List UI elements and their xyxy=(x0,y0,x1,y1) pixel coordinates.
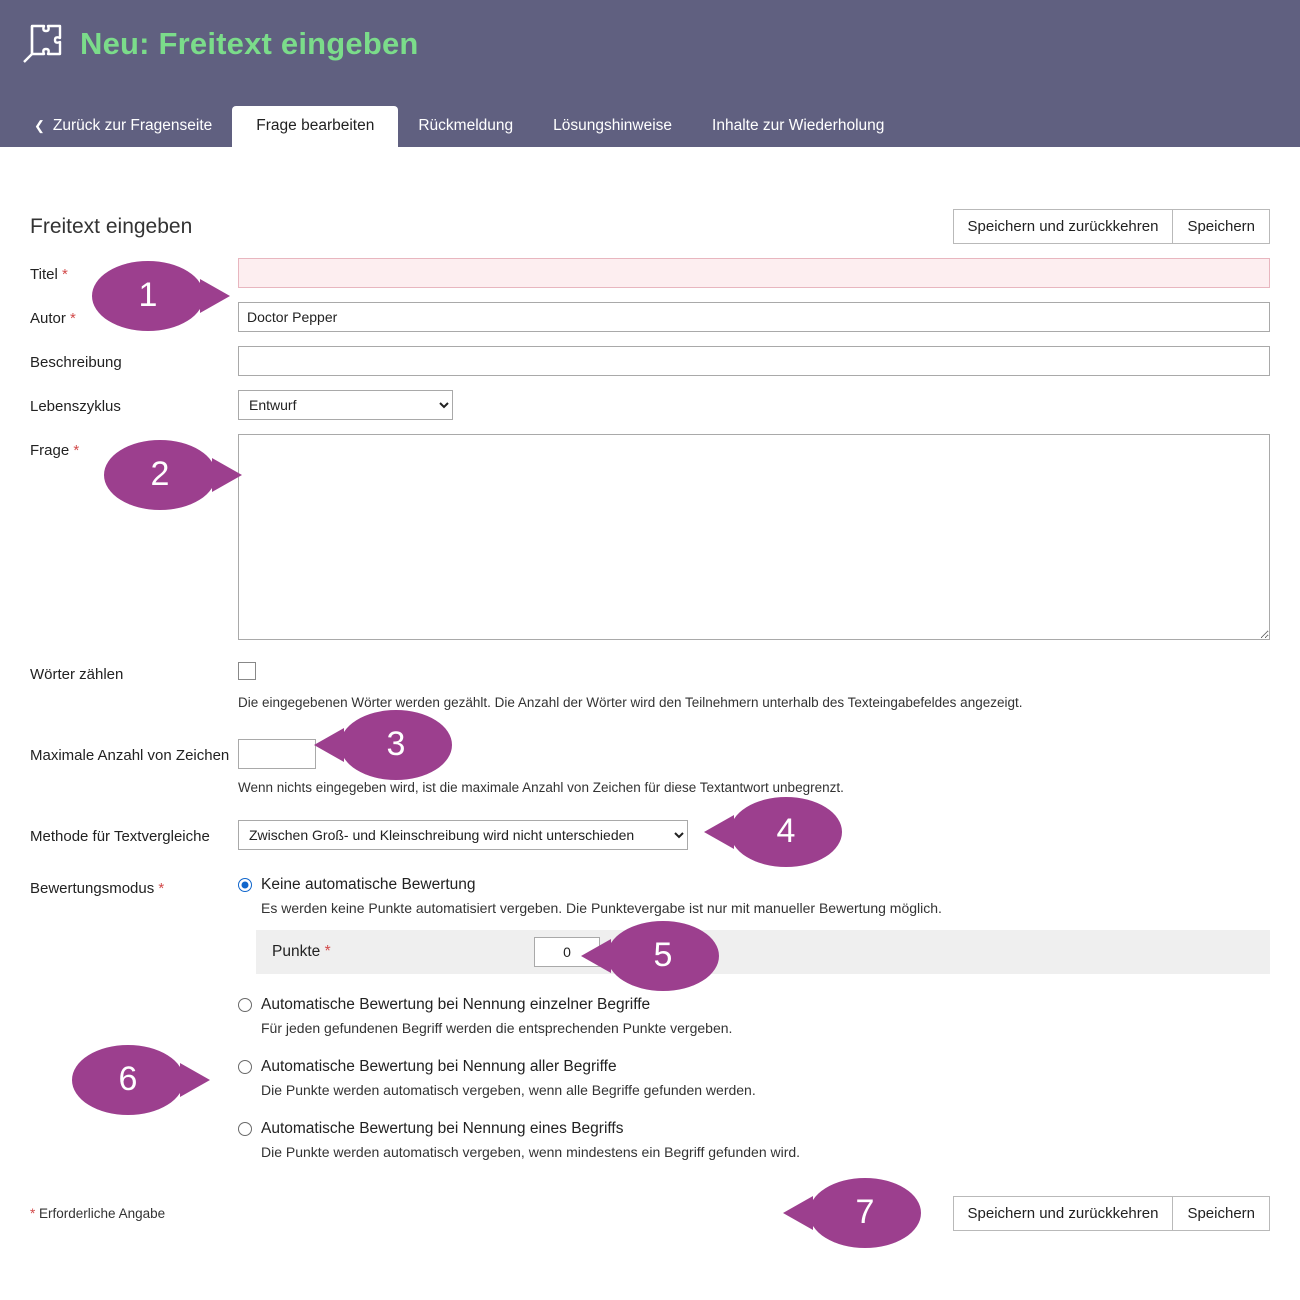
word-count-checkbox[interactable] xyxy=(238,662,256,680)
scoring-option-no-auto-desc: Es werden keine Punkte automatisiert vergeben. Die Punktevergabe ist nur mit manueller Bewertung möglich. xyxy=(261,899,942,916)
field-word-count-wrapper xyxy=(238,658,1270,713)
field-row-word-count xyxy=(30,658,1270,713)
scoring-option-no-auto[interactable] xyxy=(238,876,1270,894)
scoring-option-all-terms-label: Automatische Bewertung bei Nennung aller Begriffe xyxy=(261,1057,617,1075)
save-button-bottom[interactable]: Speichern xyxy=(1172,1196,1270,1231)
scoring-option-all-terms[interactable] xyxy=(238,1058,1270,1076)
field-author-wrapper xyxy=(238,302,1270,332)
field-row-question xyxy=(30,434,1270,644)
required-note-marker: * xyxy=(30,1205,36,1221)
scoring-option-all-terms-desc: Die Punkte werden automatisch vergeben, wenn alle Begriffe gefunden werden. xyxy=(261,1081,756,1098)
callout-marker-6: 6 xyxy=(72,1045,184,1115)
field-question-wrapper xyxy=(238,434,1270,644)
callout-marker-4: 4 xyxy=(730,797,842,867)
radio-one-term-icon[interactable] xyxy=(238,1122,252,1136)
label-lifecycle: Lebenszyklus xyxy=(30,398,121,415)
required-note-text: Erforderliche Angabe xyxy=(39,1205,166,1221)
tab-bar xyxy=(0,105,1300,147)
field-compare-method-wrapper xyxy=(238,820,1270,850)
points-panel xyxy=(256,930,1270,974)
label-question: Frage * xyxy=(30,442,80,459)
label-max-chars: Maximale Anzahl von Zeichen xyxy=(30,746,230,764)
tab-repetition-content-label: Inhalte zur Wiederholung xyxy=(712,117,885,134)
callout-marker-7: 7 xyxy=(809,1178,921,1248)
required-marker: * xyxy=(70,310,76,327)
field-row-title xyxy=(30,258,1270,288)
title-input[interactable] xyxy=(238,258,1270,288)
puzzle-piece-icon xyxy=(18,20,66,68)
points-label: Punkte * xyxy=(272,942,331,960)
field-row-max-chars xyxy=(30,739,1270,798)
field-row-description xyxy=(30,346,1270,376)
callout-marker-5: 5 xyxy=(607,921,719,991)
label-scoring-mode: Bewertungsmodus * xyxy=(30,879,165,897)
save-and-return-button-bottom[interactable]: Speichern und zurückkehren xyxy=(953,1196,1174,1231)
tab-back-label: Zurück zur Fragenseite xyxy=(52,117,213,134)
tab-repetition-content[interactable] xyxy=(692,107,904,147)
points-input[interactable] xyxy=(534,937,600,967)
radio-single-terms-icon[interactable] xyxy=(238,998,252,1012)
field-title-wrapper xyxy=(238,258,1270,288)
save-and-return-button-top[interactable]: Speichern und zurückkehren xyxy=(953,209,1174,244)
tab-feedback[interactable] xyxy=(398,107,533,147)
question-textarea[interactable] xyxy=(238,434,1270,640)
callout-marker-2: 2 xyxy=(104,440,216,510)
callout-marker-3: 3 xyxy=(340,710,452,780)
label-title: Titel * xyxy=(30,266,68,283)
page-title: Neu: Freitext eingeben xyxy=(80,26,419,61)
save-button-top[interactable]: Speichern xyxy=(1172,209,1270,244)
radio-no-auto-icon[interactable] xyxy=(238,878,252,892)
field-row-lifecycle xyxy=(30,390,1270,420)
tab-solution-hints-label: Lösungshinweise xyxy=(553,117,673,134)
form-header xyxy=(30,209,1270,244)
label-description: Beschreibung xyxy=(30,354,122,371)
chevron-left-icon: ❮ xyxy=(34,118,45,133)
description-input[interactable] xyxy=(238,346,1270,376)
required-marker: * xyxy=(73,442,80,459)
required-note xyxy=(30,1206,165,1221)
callout-marker-1: 1 xyxy=(92,261,204,331)
radio-all-terms-icon[interactable] xyxy=(238,1060,252,1074)
field-row-compare-method xyxy=(30,820,1270,850)
app-header xyxy=(0,0,1300,147)
max-chars-help: Wenn nichts eingegeben wird, ist die maximale Anzahl von Zeichen für diese Textantwort unbegrenzt. xyxy=(238,779,844,795)
required-marker: * xyxy=(324,942,331,960)
tab-feedback-label: Rückmeldung xyxy=(418,117,514,134)
scoring-option-single-terms-desc: Für jeden gefundenen Begriff werden die entsprechenden Punkte vergeben. xyxy=(261,1019,733,1036)
scoring-option-one-term-desc: Die Punkte werden automatisch vergeben, wenn mindestens ein Begriff gefunden wird. xyxy=(261,1143,801,1160)
label-author: Autor * xyxy=(30,310,76,327)
scoring-option-one-term[interactable] xyxy=(238,1120,1270,1138)
scoring-option-single-terms[interactable] xyxy=(238,996,1270,1014)
field-description-wrapper xyxy=(238,346,1270,376)
scoring-option-single-terms-label: Automatische Bewertung bei Nennung einzelner Begriffe xyxy=(261,995,651,1013)
tab-solution-hints[interactable] xyxy=(533,107,692,147)
required-marker: * xyxy=(158,879,165,897)
field-max-chars-wrapper xyxy=(238,739,1270,798)
top-button-group xyxy=(953,209,1271,244)
field-row-author xyxy=(30,302,1270,332)
word-count-help: Die eingegebenen Wörter werden gezählt. Die Anzahl der Wörter wird den Teilnehmern unterhalb des Texteingabefeldes angezeigt. xyxy=(238,695,1023,710)
label-word-count: Wörter zählen xyxy=(30,666,124,683)
scoring-mode-options xyxy=(238,872,1270,1160)
field-lifecycle-wrapper xyxy=(238,390,1270,420)
scoring-option-one-term-label: Automatische Bewertung bei Nennung eines Begriffs xyxy=(261,1119,624,1137)
bottom-button-group xyxy=(953,1196,1271,1231)
form-title: Freitext eingeben xyxy=(30,214,193,238)
tab-edit-question[interactable] xyxy=(232,106,398,147)
max-chars-input[interactable] xyxy=(238,739,316,769)
lifecycle-select[interactable] xyxy=(238,390,453,420)
tab-edit-question-label: Frage bearbeiten xyxy=(256,117,375,134)
required-marker: * xyxy=(61,266,68,283)
label-compare-method: Methode für Textvergleiche xyxy=(30,827,210,845)
compare-method-select[interactable] xyxy=(238,820,688,850)
tab-back-to-questions[interactable] xyxy=(28,107,232,147)
form-footer xyxy=(30,1196,1270,1261)
header-title-row xyxy=(0,0,1300,70)
form-content xyxy=(0,209,1300,1261)
author-input[interactable] xyxy=(238,302,1270,332)
field-row-scoring-mode xyxy=(30,872,1270,1160)
scoring-option-no-auto-label: Keine automatische Bewertung xyxy=(261,875,476,893)
